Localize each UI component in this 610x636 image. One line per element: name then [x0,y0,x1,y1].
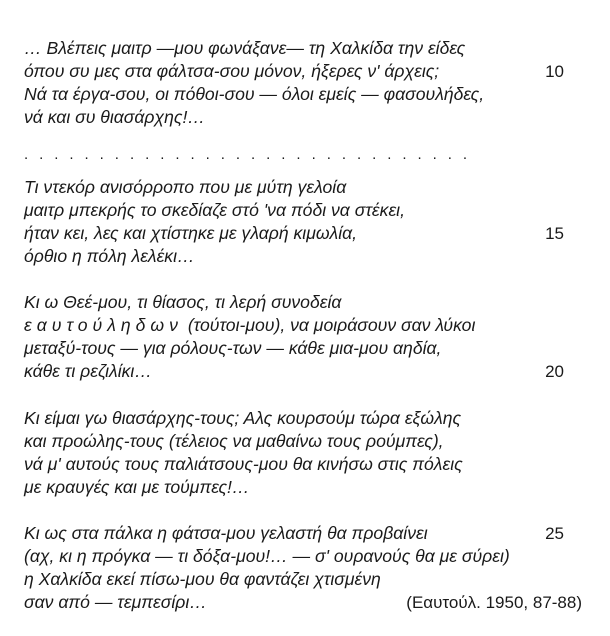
verse-line: (αχ, κι η πρόγκα — τι δόξα-μου!… — σ' ουρανούς θα με σύρει) [24,546,510,566]
verse-line: όρθιο η πόλη λελέκι… [24,246,195,266]
line-number: 20 [545,362,564,381]
spaced-word: εαυτούληδων [24,315,183,335]
verse-line: Νά τα έργα-σου, οι πόθοι-σου — όλοι εμείς — φασουλήδες, [24,84,485,104]
stanza-4 [24,407,584,499]
line-number: 15 [545,224,564,243]
dotted-line: . . . . . . . . . . . . . . . . . . . . . . . . . . . . . . [24,146,471,163]
verse-line: σαν από — τεμπεσίρι… (Εαυτούλ. 1950, 87-88) [24,592,582,612]
verse-line: η Χαλκίδα εκεί πίσω-μου θα φαντάζει χτισμένη [24,569,381,589]
stanza-2 [24,176,584,268]
verse-line: Τι ντεκόρ ανισόρροπο που με μύτη γελοία [24,177,347,197]
stanza-5 [24,522,584,614]
verse-line: ήταν κει, λες και χτίστηκε με γλαρή κιμωλία, 15 [24,223,564,243]
verse-line: νά μ' αυτούς τους παλιάτσους-μου θα κινήσω στις πόλεις [24,454,463,474]
verse-line: … Βλέπεις μαιτρ —μου φωνάξανε— τη Χαλκίδα την είδες [24,38,466,58]
verse-line: Κι ω Θεέ-μου, τι θίασος, τι λερή συνοδεία [24,292,342,312]
verse-line: Κι είμαι γω θιασάρχης-τους; Αλς κουρσούμ τώρα εξώλης [24,408,462,428]
line-number: 10 [545,62,564,81]
stanza-1 [24,37,584,129]
source-citation: (Εαυτούλ. 1950, 87-88) [406,593,582,612]
verse-line: όπου συ μες στα φάλτσα-σου μόνον, ήξερες ν' άρχεις; 10 [24,61,564,81]
verse-line: εαυτούληδων (τούτοι-μου), να μοιράσουν σαν λύκοι [24,315,476,335]
verse-line: και προώλης-τους (τέλειος να μαθαίνω τους ρούμπες), [24,431,444,451]
verse-line: Κι ως στα πάλκα η φάτσα-μου γελαστή θα προβαίνει 25 [24,523,564,543]
verse-line: κάθε τι ρεζιλίκι… 20 [24,361,564,381]
verse-line: μεταξύ-τους — για ρόλους-των — κάθε μια-μου αηδία, [24,338,442,358]
line-number: 25 [545,524,564,543]
stanza-3 [24,291,584,383]
verse-line: μαιτρ μπεκρής το σκεδίαζε στό 'να πόδι να στέκει, [24,200,405,220]
verse-line: με κραυγές και με τούμπες!… [24,477,250,497]
ellipsis-separator [24,143,584,166]
verse-line: νά και συ θιασάρχης!… [24,107,205,127]
